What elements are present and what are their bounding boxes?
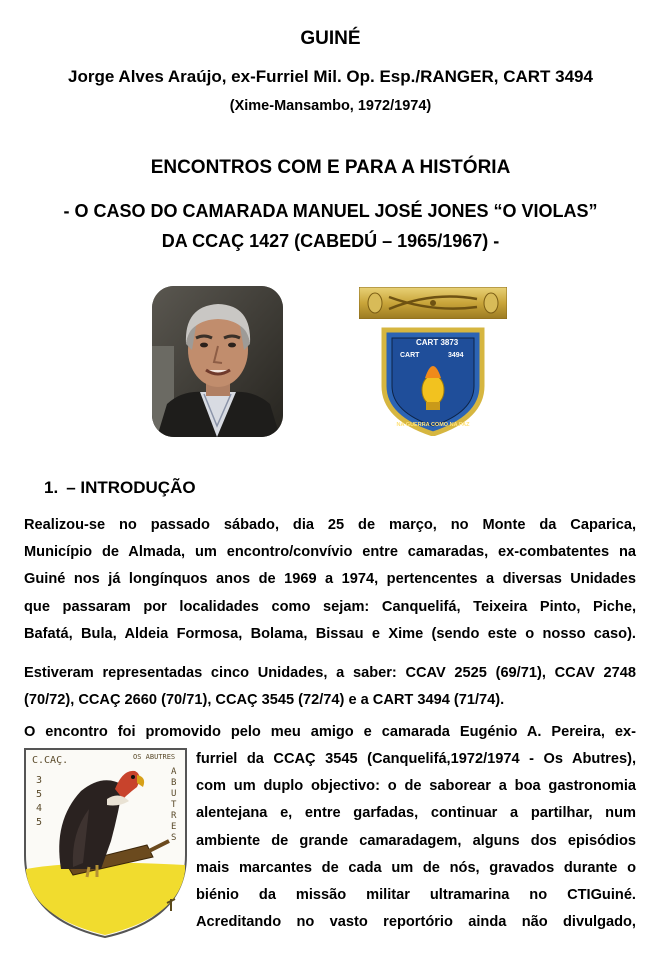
paragraph-line: Estiveram representadas cinco Unidades, a saber: CCAV 2525 (69/71), CCAV 2748: [24, 665, 636, 681]
paragraph-line: biénio da missão militar ultramarina no CTIGuiné.: [196, 886, 636, 903]
paragraph-line: Realizou-se no passado sábado, dia 25 de março, no Monte da Caparica,: [24, 517, 636, 533]
period-line: (Xime-Mansambo, 1972/1974): [229, 98, 432, 114]
crest-unit-text: C.CAÇ.: [32, 755, 69, 766]
ranger-insignia-bar: [359, 287, 507, 319]
crest-digit: 3: [36, 775, 43, 786]
paragraph-line: O encontro foi promovido pelo meu amigo e camarada Eugénio A. Pereira, ex-: [24, 724, 636, 740]
paragraph-3-first-line: [24, 719, 636, 746]
paragraph-line: (70/72), CCAÇ 2660 (70/71), CCAÇ 3545 (72/74) e a CART 3494 (71/74).: [24, 692, 505, 709]
shield-motto-text: NA GUERRA COMO NA PAZ: [396, 422, 470, 428]
paragraph-line: Guiné nos já longínquos anos de 1969 a 1974, pertencentes a diversas Unidades: [24, 571, 636, 588]
paragraph-line: que passaram por localidades como sejam: Canquelifá, Teixeira Pinto, Piche,: [24, 598, 636, 615]
section-number: 1.: [44, 478, 59, 497]
article-subtitle-line-1: - O CASO DO CAMARADA MANUEL JOSÉ JONES “O VIOLAS”: [63, 201, 598, 221]
paragraph-line: mais marcantes de cada um de nós, gravados durante o: [196, 859, 636, 876]
article-subtitle-line-2: DA CCAÇ 1427 (CABEDÚ – 1965/1967) -: [161, 231, 500, 251]
crest-digit: 4: [36, 803, 43, 814]
section-heading: [44, 478, 196, 498]
paragraph-3-wrapped-text: [196, 746, 636, 936]
paragraph-line: Bafatá, Bula, Aldeia Formosa, Bolama, Bissau e Xime (sendo este o nosso caso).: [24, 625, 636, 642]
author-portrait-photo: [152, 286, 283, 437]
crest-letter: S: [171, 833, 177, 843]
paragraph-line: Acreditando no vasto reportório ainda não divulgado,: [196, 914, 636, 931]
cart-unit-shield: [380, 326, 486, 436]
paragraph-line: alentejana e, entre garfadas, continuar a partilhar, num: [196, 805, 636, 822]
crest-word-text: OS ABUTRES: [133, 753, 176, 761]
paragraph-line: furriel da CCAÇ 3545 (Canquelifá,1972/1974 - Os Abutres),: [196, 751, 636, 767]
author-line: Jorge Alves Araújo, ex-Furriel Mil. Op. Esp./RANGER, CART 3494: [68, 67, 593, 86]
crest-letter: T: [171, 800, 177, 810]
vulture-unit-crest: [23, 747, 188, 939]
paragraph-line: com um duplo objectivo: o de saborear a boa gastronomia: [196, 778, 636, 795]
crest-digit: 5: [36, 789, 43, 800]
paragraph-line: ambiente de grande camaradagem, alguns dos episódios: [196, 832, 636, 849]
crest-letter: B: [171, 778, 177, 788]
crest-letter: U: [171, 789, 177, 799]
paragraph-line: Município de Almada, um encontro/convívio entre camaradas, ex-combatentes na: [24, 544, 636, 561]
crest-letter: R: [171, 811, 177, 821]
shield-number-text: 3494: [448, 352, 464, 359]
shield-unit-text: CART: [400, 352, 420, 359]
crest-letter: A: [171, 767, 177, 777]
document-title: GUINÉ: [300, 28, 361, 49]
shield-top-text: CART 3873: [416, 338, 459, 347]
paragraph-1: [24, 512, 636, 648]
crest-letter: E: [171, 822, 177, 832]
crest-digit: 5: [36, 817, 43, 828]
article-headline: ENCONTROS COM E PARA A HISTÓRIA: [150, 157, 511, 178]
section-title: – INTRODUÇÃO: [66, 478, 196, 497]
paragraph-2: [24, 660, 636, 714]
